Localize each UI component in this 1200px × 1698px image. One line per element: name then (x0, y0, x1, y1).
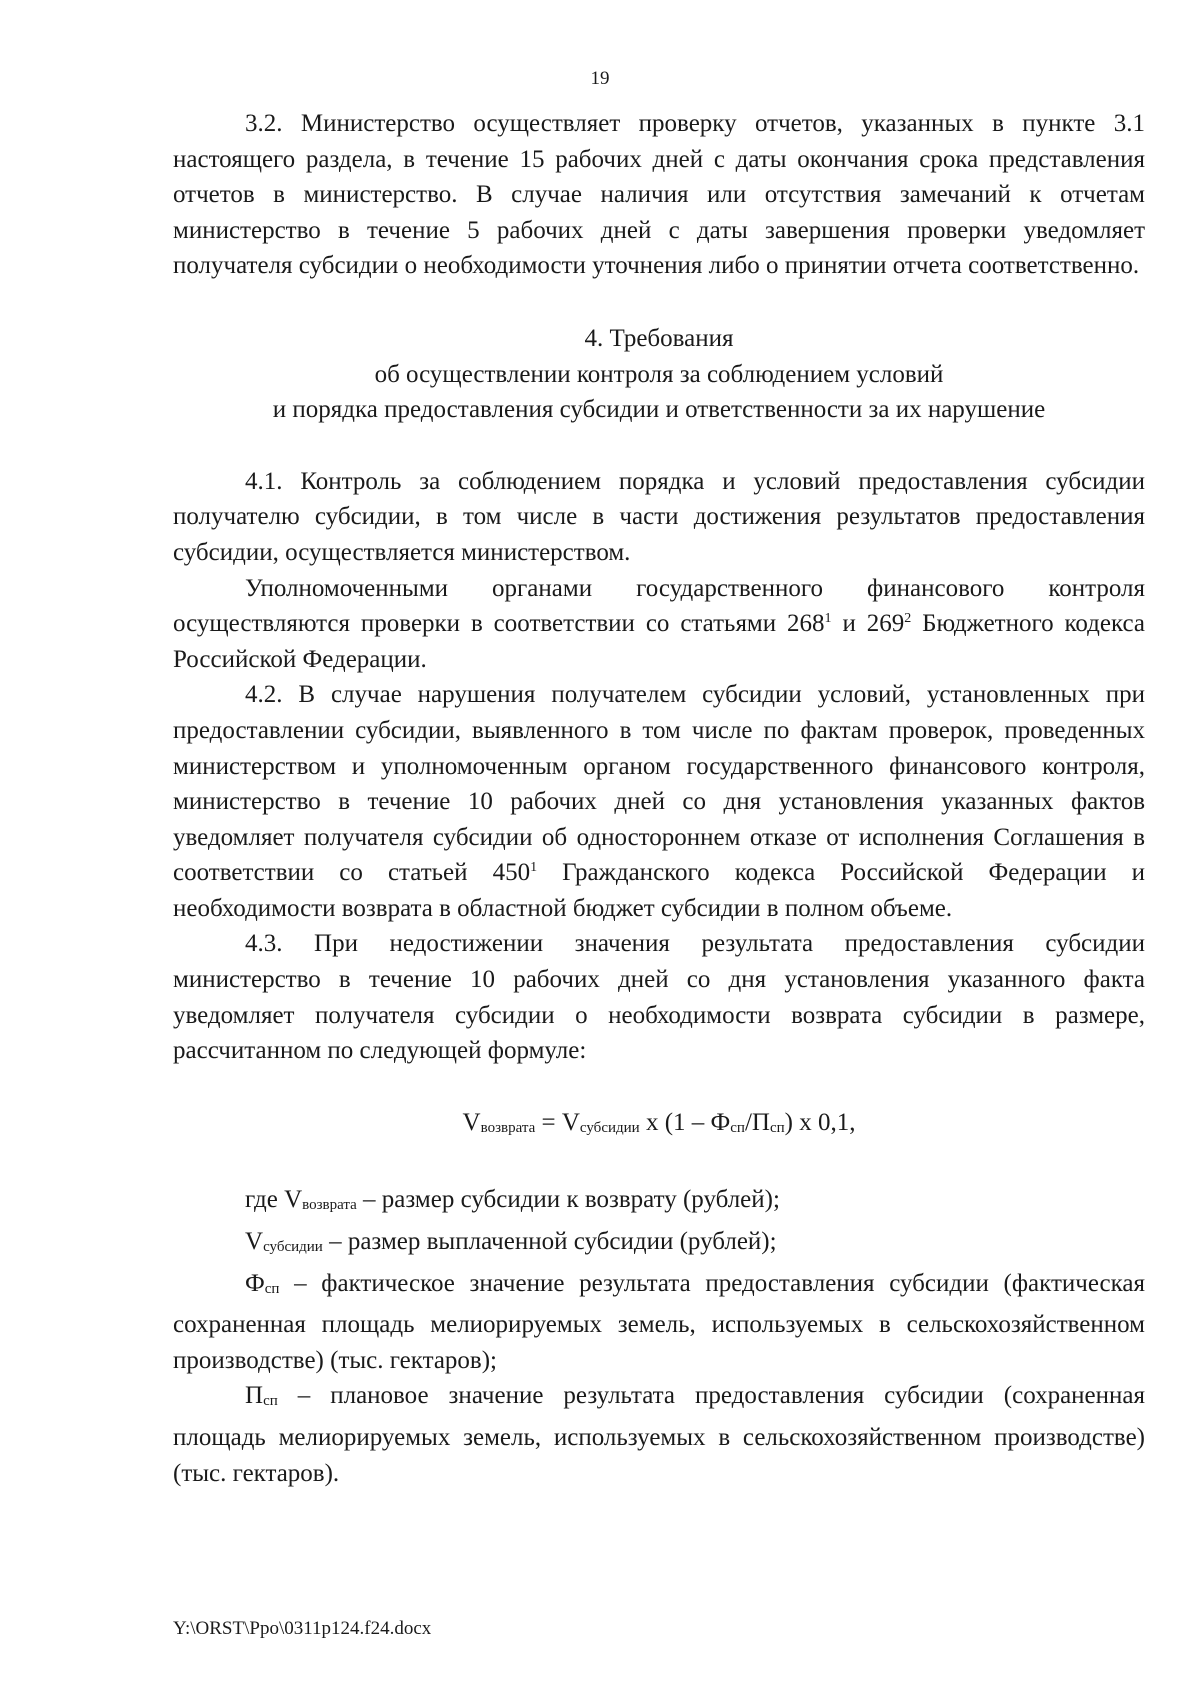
file-path-footer: Y:\ORST\Ppo\0311p124.f24.docx (173, 1618, 432, 1639)
formula-sub-subsidy: субсидии (579, 1119, 640, 1136)
audit-text-2: и 269 (831, 610, 905, 638)
section-heading-line-1: 4. Требования (584, 324, 734, 352)
violation-text-2: Гражданского кодекса Российской Федерации и необходимости возврата в областной бюджет субсидии в полном объеме. (173, 859, 1145, 922)
formula-sub-plan: сп (769, 1119, 785, 1136)
superscript-269: 2 (904, 611, 912, 627)
definition-v-return: где Vвозврата – размер субсидии к возврату (рублей); (245, 1186, 780, 1214)
formula-sub-fact: сп (730, 1119, 745, 1136)
section-heading (173, 321, 1145, 428)
superscript-268: 1 (824, 611, 832, 627)
section-heading-line-3: и порядка предоставления субсидии и ответственности за их нарушение (272, 396, 1046, 424)
refund-formula: Vвозврата = Vсубсидии х (1 – Фсп/Псп) х 0,1, (462, 1108, 856, 1136)
formula-sub-return: возврата (480, 1119, 536, 1136)
paragraph-4-3: 4.3. При недостижении значения результата предоставления субсидии министерство в течение 10 рабочих дней со дня установления указанного факта уведомляет получателя субсидии о необходимости возврата субсидии в размере, рассчитанном по следующей формуле: (173, 930, 1145, 1065)
paragraph-4-1: 4.1. Контроль за соблюдением порядка и условий предоставления субсидии получателю субсидии, в том числе в части достижения результатов предоставления субсидии, осуществляется министерством. (173, 467, 1145, 566)
document-body (173, 106, 1145, 1491)
paragraph-4-1-audit (173, 571, 1145, 678)
page-number: 19 (590, 68, 610, 89)
paragraph-4-2 (173, 677, 1145, 926)
audit-text-1: Уполномоченными органами государственного финансового контроля осуществляются проверки в соответствии со статьями 268 (173, 574, 1145, 638)
definition-p-sp: Псп – плановое значение результата предоставления субсидии (сохраненная площадь мелиорируемых земель, используемых в сельскохозяйственном производстве) (тыс. гектаров). (173, 1382, 1145, 1487)
section-heading-line-2: об осуществлении контроля за соблюдением условий (374, 360, 944, 388)
definition-v-subsidy: Vсубсидии – размер выплаченной субсидии (рублей); (245, 1228, 777, 1256)
definition-f-sp: Фсп – фактическое значение результата предоставления субсидии (фактическая сохраненная площадь мелиорируемых земель, используемых в сельскохозяйственном производстве) (тыс. гектаров); (173, 1269, 1145, 1374)
audit-text-3: Бюджетного кодекса Российской Федерации. (173, 610, 1145, 673)
violation-text-1: 4.2. В случае нарушения получателем субсидии условий, установленных при предоставлении субсидии, выявленного в том числе по фактам проверок, проведенных министерством и уполномоченным органом государственного финансового контроля, министерство в течение 10 рабочих дней со дня установления указанных фактов уведомляет получателя субсидии об одностороннем отказе от исполнения Соглашения в соответствии со статьей 450 (173, 681, 1145, 887)
superscript-450: 1 (530, 860, 538, 876)
paragraph-3-2: 3.2. Министерство осуществляет проверку отчетов, указанных в пункте 3.1 настоящего раздела, в течение 15 рабочих дней с даты окончания срока представления отчетов в министерство. В случае наличия или отсутствия замечаний к отчетам министерство в течение 5 рабочих дней с даты завершения проверки уведомляет получателя субсидии о необходимости уточнения либо о принятии отчета соответственно. (173, 110, 1145, 280)
